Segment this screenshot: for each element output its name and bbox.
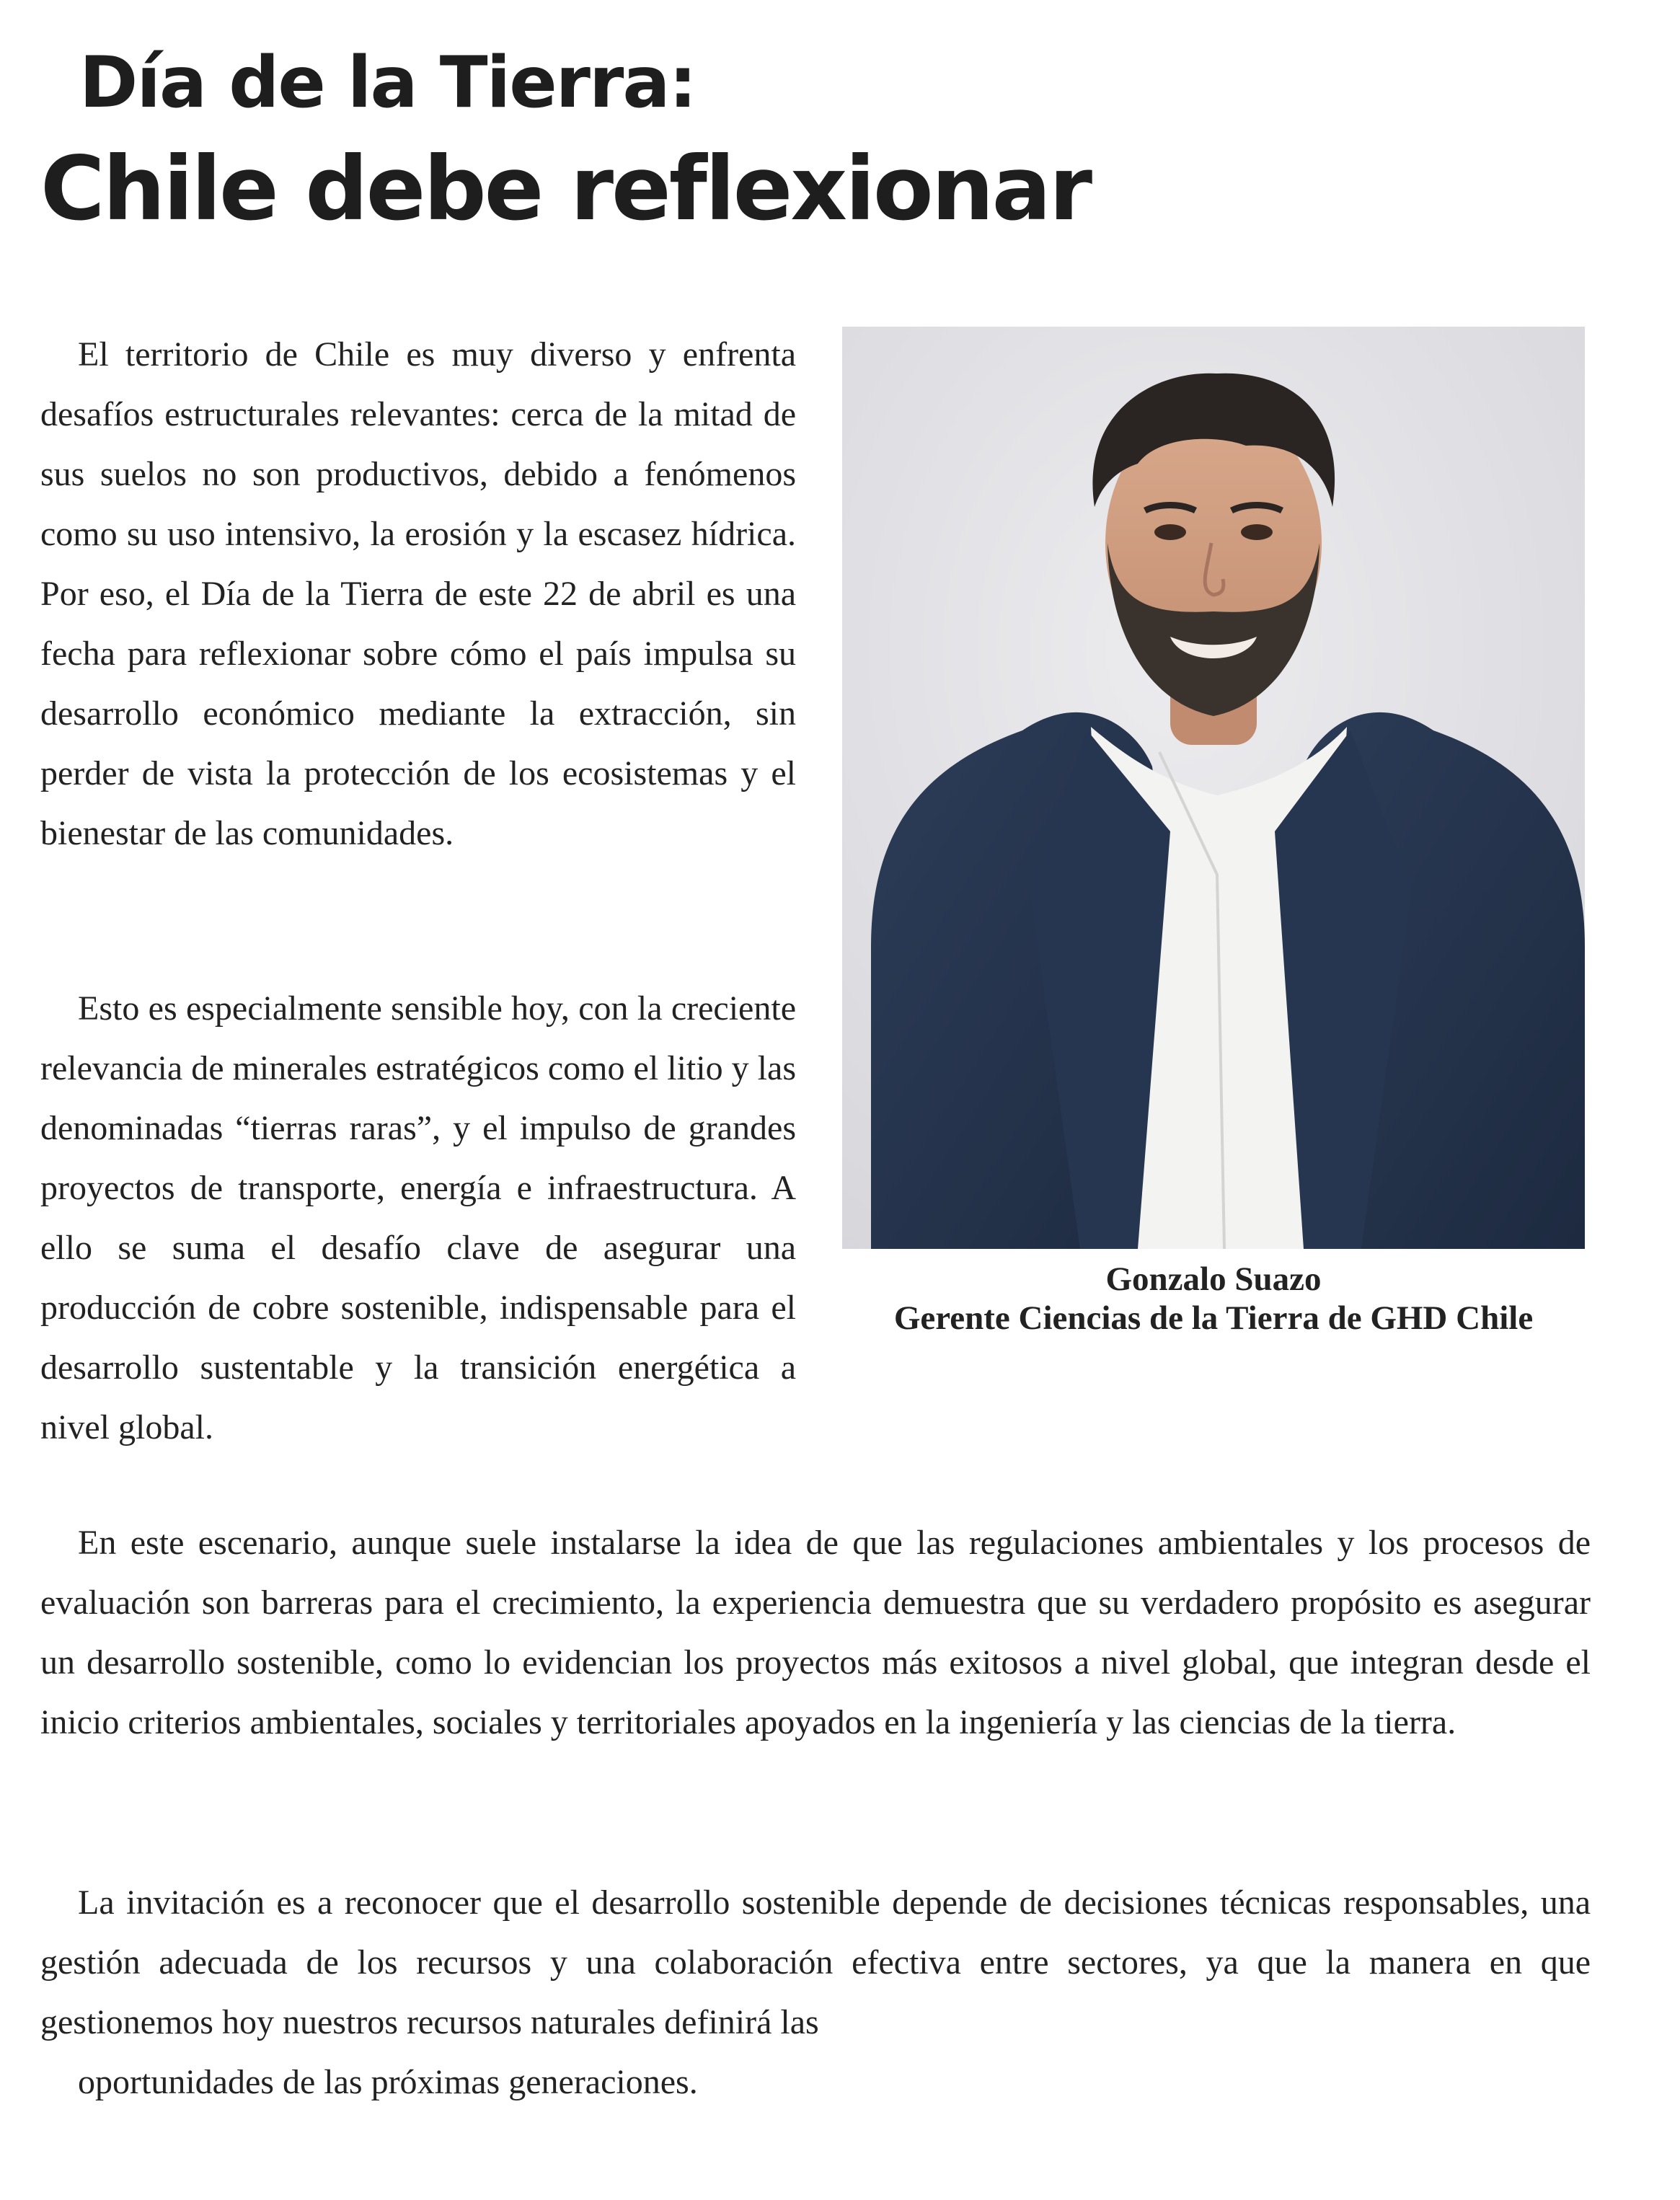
article-paragraph-1: El territorio de Chile es muy diverso y enfrenta desafíos estructurales relevantes: cerca de la mitad de sus suelos no son productivos, debido a fenómenos como su uso intensivo, la erosión y la escasez hídrica. Por eso, el Día de la Tierra de este 22 de abril es una fecha para reflexionar sobre cómo el país impulsa su desarrollo económico mediante la extracción, sin perder de vista la protección de los ecosistemas y el bienestar de las comunidades. xyxy=(40,335,796,852)
author-portrait xyxy=(842,327,1585,1249)
headline-line-2: Chile debe reflexionar xyxy=(40,138,1091,240)
article-paragraph-2: Esto es especialmente sensible hoy, con la creciente relevancia de minerales estratégicos como el litio y las denominadas “tierras raras”, y el impulso de grandes proyectos de transporte, energía e infraestructura. A ello se suma el desafío clave de asegurar una producción de cobre sostenible, indispensable para el desarrollo sustentable y la transición energética a nivel global. xyxy=(40,989,796,1446)
article-paragraph-4: La invitación es a reconocer que el desarrollo sostenible depende de decisiones técnicas responsables, una gestión adecuada de los recursos y una colaboración efectiva entre sectores, ya que la manera en que gestionemos hoy nuestros recursos naturales definirá las xyxy=(40,1883,1591,2041)
article-paragraph-4-tail: oportunidades de las próximas generaciones. xyxy=(78,2063,698,2101)
article-paragraph-3: En este escenario, aunque suele instalarse la idea de que las regulaciones ambientales y los procesos de evaluación son barreras para el crecimiento, la experiencia demuestra que su verdadero propósito es asegurar un desarrollo sostenible, como lo evidencian los proyectos más exitosos a nivel global, que integran desde el inicio criterios ambientales, sociales y territoriales apoyados en la ingeniería y las ciencias de la tierra. xyxy=(40,1524,1591,1741)
headline-line-1: Día de la Tierra: xyxy=(79,42,696,124)
photo-caption-role: Gerente Ciencias de la Tierra de GHD Chile xyxy=(893,1299,1534,1337)
photo-caption-name: Gonzalo Suazo xyxy=(1105,1260,1322,1298)
